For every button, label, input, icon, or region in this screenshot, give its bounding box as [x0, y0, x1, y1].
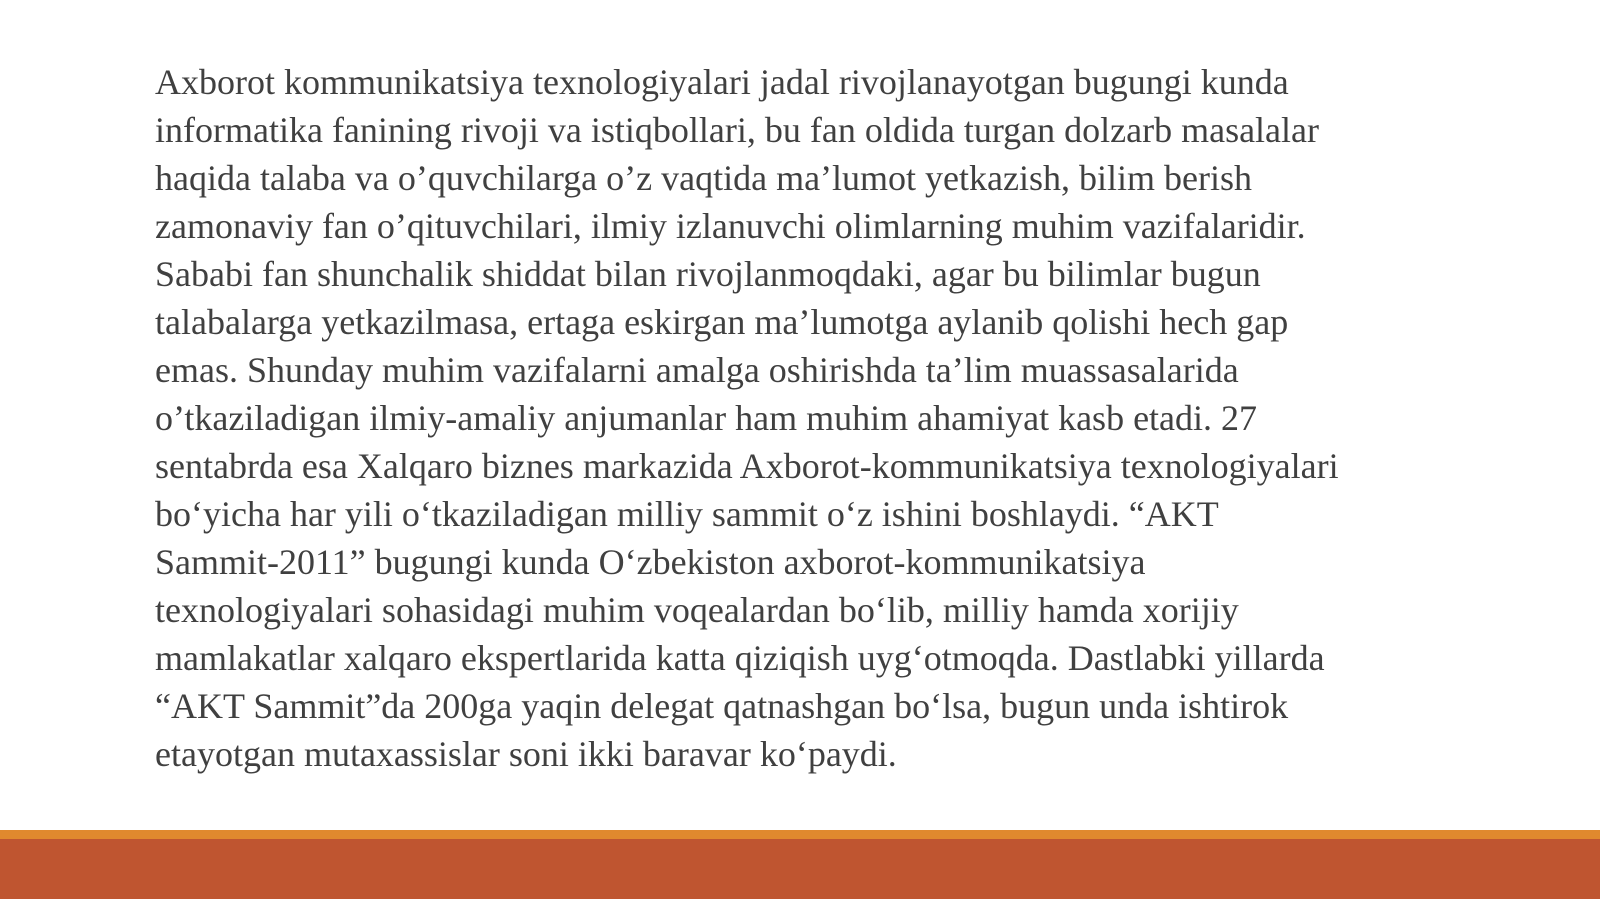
footer-bar — [0, 839, 1600, 899]
body-paragraph: Axborot kommunikatsiya texnologiyalari jadal rivojlanayotgan bugungi kunda informatika fanining rivoji va istiqbollari, bu fan oldida turgan dolzarb masalalar haqida talaba va o’quvchilarga o’z vaqtida ma’lumot yetkazish, bilim berish zamonaviy fan o’qituvchilari, ilmiy izlanuvchi olimlarning muhim vazifalaridir. Sababi fan shunchalik shiddat bilan rivojlanmoqdaki, agar bu bilimlar bugun talabalarga yetkazilmasa, ertaga eskirgan ma’lumotga aylanib qolishi hech gap emas. Shunday muhim vazifalarni amalga oshirishda ta’lim muassasalarida o’tkaziladigan ilmiy-amaliy anjumanlar ham muhim ahamiyat kasb etadi. 27 sentabrda esa Xalqaro biznes markazida Axborot-kommunikatsiya texnologiyalari bo‘yicha har yili o‘tkaziladigan milliy sammit o‘z ishini boshlaydi. “AKT Sammit-2011” bugungi kunda O‘zbekiston axborot-kommunikatsiya texnologiyalari sohasidagi muhim voqealardan bo‘lib, milliy hamda xorijiy mamlakatlar xalqaro ekspertlarida katta qiziqish uyg‘otmoqda. Dastlabki yillarda “AKT Sammit”da 200ga yaqin delegat qatnashgan bo‘lsa, bugun unda ishtirok etayotgan mutaxassislar soni ikki baravar ko‘paydi. — [155, 62, 1339, 774]
footer-accent-bar — [0, 830, 1600, 839]
